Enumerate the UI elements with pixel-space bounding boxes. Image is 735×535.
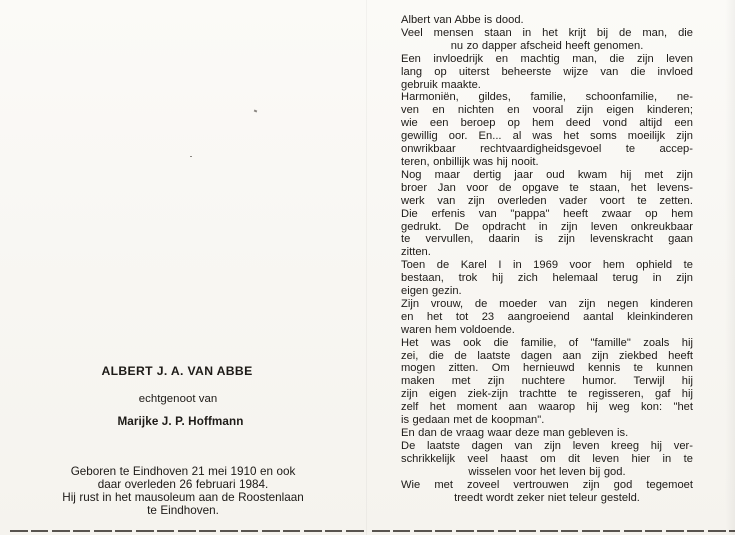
bio-line: daar overleden 26 februari 1984.: [97, 478, 269, 492]
text-line: Veel mensen staan in het krijt bij de man, die: [401, 26, 693, 39]
text-line: gebruik maakte.: [401, 78, 481, 91]
text-line: Harmoniën, gildes, familie, schoonfamilie, ne-: [401, 91, 693, 104]
bio-line: Hij rust in het mausoleum aan de Roostenlaan: [62, 491, 304, 505]
text-line: wisselen voor het leven bij god.: [468, 465, 626, 478]
bio-line: Geboren te Eindhoven 21 mei 1910 en ook: [70, 465, 296, 478]
text-line: teren, onbillijk was hij nooit.: [401, 155, 539, 168]
text-line: broer Jan voor de opgave te staan, het levens-: [401, 181, 693, 194]
print-speck: [190, 156, 192, 157]
text-line: gewillig oor. En... al was het soms moeilijk zijn: [401, 130, 693, 143]
spouse-name: Marijke J. P. Hoffmann: [117, 415, 244, 428]
text-line: lang op uiterst beheerste wijze van die invloed: [401, 65, 693, 78]
text-line: schrikkelijk veel haast om dit leven hier in te: [401, 452, 693, 465]
text-line: gedrukt. De opdracht in zijn leven onkreukbaar: [401, 220, 693, 233]
text-line: wie een beroep op hem deed vond altijd een: [401, 117, 693, 130]
text-line: bestaan, trok hij zich helemaal terug in zijn: [401, 272, 693, 285]
text-line: treedt wordt zeker niet teleur gesteld.: [454, 491, 640, 504]
text-line: En dan de vraag waar deze man gebleven is.: [401, 427, 629, 439]
text-line: Toen de Karel I in 1969 voor hem ophield te: [401, 259, 693, 272]
text-line: eigen gezin.: [401, 285, 462, 298]
text-line: Die erfenis van "pappa" heeft zwaar op hem: [401, 207, 693, 220]
text-line: onwrikbaar rechtvaardigheidsgevoel te accep-: [401, 143, 693, 156]
bottom-dashed-rule-right: [372, 530, 735, 532]
text-line: zitten.: [401, 246, 431, 259]
text-line: Het was ook die familie, of "famille" zoals hij: [401, 336, 693, 349]
text-line: zei, die de laatste dagen aan zijn ziekbed heeft: [401, 349, 693, 362]
spouse-intro: echtgenoot van: [138, 393, 218, 405]
biographical-note: [20, 465, 346, 517]
text-line: zijn eigen ziek-zijn trachtte te regisseren, gaf hij: [401, 388, 693, 401]
text-line: waren hem voldoende.: [401, 323, 515, 336]
text-line: ven en nichten en vooral zijn eigen kinderen;: [401, 104, 693, 117]
deceased-name: ALBERT J. A. VAN ABBE: [101, 364, 253, 378]
text-line: werk van zijn overleden vader voort te zetten.: [401, 194, 693, 207]
text-line: Een invloedrijk en machtig man, die zijn leven: [401, 52, 693, 65]
card-fold: [366, 0, 367, 535]
text-line: Albert van Abbe is dood.: [401, 14, 524, 26]
text-line: De laatste dagen van zijn leven kreeg hij ver-: [401, 439, 693, 452]
right-edge-shadow: [725, 0, 735, 535]
text-line: Nog maar dertig jaar oud kwam hij met zijn: [401, 168, 693, 181]
text-line: Zijn vrouw, de moeder van zijn negen kinderen: [401, 297, 693, 310]
text-line: nu zo dapper afscheid heeft genomen.: [450, 39, 644, 52]
text-line: zelf het moment aan waarop hij weg kon: "het: [401, 401, 693, 414]
bottom-dashed-rule-left: [10, 530, 366, 532]
text-line: mogen zitten. Om hernieuwd kennis te kunnen: [401, 362, 693, 375]
left-panel: [0, 0, 366, 535]
print-speck: [254, 110, 258, 113]
text-line: is gedaan met de koopman".: [401, 414, 545, 427]
right-panel: [401, 14, 693, 526]
text-line: te vervullen, daarin is zijn levenskracht gaan: [401, 233, 693, 246]
text-line: en het tot 23 aangroeiend aantal kleinkinderen: [401, 310, 693, 323]
bio-line: te Eindhoven.: [147, 504, 219, 518]
text-line: maken met zijn nuchtere humor. Terwijl hij: [401, 375, 693, 388]
text-line: Wie met zoveel vertrouwen zijn god tegemoet: [401, 478, 693, 491]
